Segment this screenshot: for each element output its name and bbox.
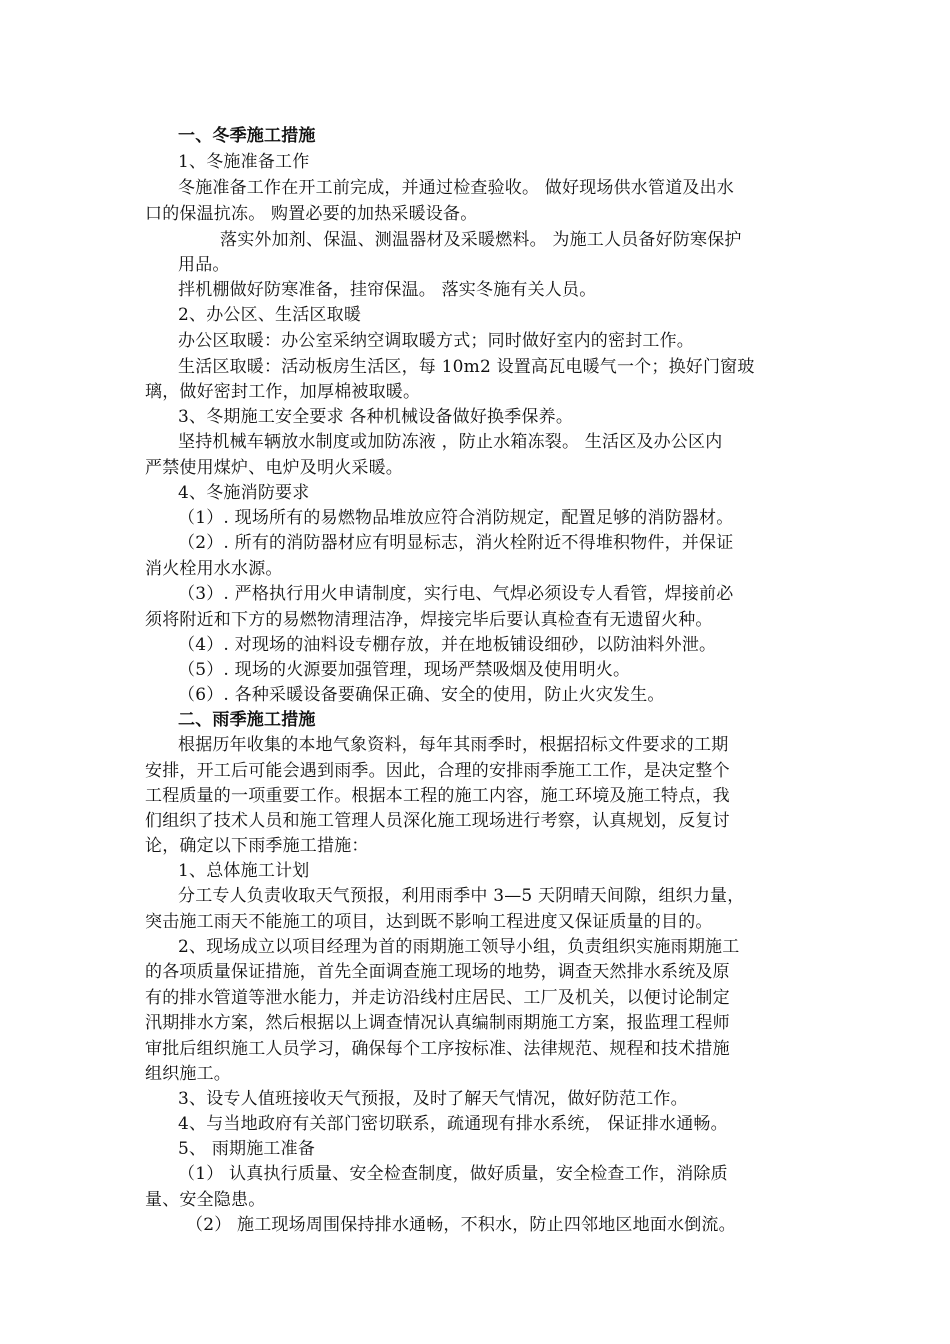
- paragraph-line: 口的保温抗冻。 购置必要的加热采暖设备。: [145, 204, 478, 224]
- paragraph-line: 2、现场成立以项目经理为首的雨期施工领导小组，负责组织实施雨期施工: [178, 937, 740, 957]
- list-item: （6）. 各种采暖设备要确保正确、安全的使用，防止火灾发生。: [178, 685, 665, 705]
- list-item: （4）. 对现场的油料设专棚存放，并在地板铺设细砂，以防油料外泄。: [178, 635, 717, 655]
- paragraph-line: 根据历年收集的本地气象资料，每年其雨季时，根据招标文件要求的工期: [178, 735, 729, 755]
- paragraph-line: 生活区取暖：活动板房生活区，每 10m2 设置高瓦电暖气一个；换好门窗玻: [178, 357, 755, 377]
- paragraph-line: 严禁使用煤炉、电炉及明火采暖。: [145, 458, 403, 478]
- list-item-continuation: 消火栓用水水源。: [145, 559, 283, 579]
- paragraph-line: 有的排水管道等泄水能力，并走访沿线村庄居民、工厂及机关，以便讨论制定: [145, 988, 730, 1008]
- paragraph-line: 组织施工。: [145, 1064, 231, 1084]
- paragraph-line: 们组织了技术人员和施工管理人员深化施工现场进行考察，认真规划，反复讨: [145, 811, 730, 831]
- list-item: （2） 施工现场周围保持排水通畅，不积水，防止四邻地区地面水倒流。: [186, 1215, 736, 1235]
- list-item: （2）. 所有的消防器材应有明显标志，消火栓附近不得堆积物件，并保证: [178, 533, 734, 553]
- paragraph-line: 坚持机械车辆放水制度或加防冻液 ，防止水箱冻裂。 生活区及办公区内: [178, 432, 723, 452]
- paragraph-line: 汛期排水方案，然后根据以上调查情况认真编制雨期施工方案，报监理工程师: [145, 1013, 730, 1033]
- list-item: （1） 认真执行质量、安全检查制度，做好质量，安全检查工作，消除质: [178, 1164, 728, 1184]
- section-heading-winter: 一、冬季施工措施: [178, 126, 316, 146]
- list-item: （1）. 现场所有的易燃物品堆放应符合消防规定，配置足够的消防器材。: [178, 508, 734, 528]
- subheading-winter-prep: 1、冬施准备工作: [178, 152, 310, 172]
- list-item: （3）. 严格执行用火申请制度，实行电、气焊必须设专人看管，焊接前必: [178, 584, 734, 604]
- paragraph-line: 璃，做好密封工作，加厚棉被取暖。: [145, 382, 421, 402]
- paragraph-line: 安排，开工后可能会遇到雨季。因此，合理的安排雨季施工工作，是决定整个: [145, 761, 730, 781]
- paragraph-line: 突击施工雨天不能施工的项目，达到既不影响工程进度又保证质量的目的。: [145, 912, 713, 932]
- subheading-fire: 4、冬施消防要求: [178, 483, 310, 503]
- list-item-continuation: 量、安全隐患。: [145, 1190, 266, 1210]
- list-item-continuation: 须将附近和下方的易燃物清理洁净，焊接完毕后要认真检查有无遗留火种。: [145, 610, 713, 630]
- paragraph-line: 论，确定以下雨季施工措施：: [145, 836, 369, 856]
- paragraph-line: 的各项质量保证措施，首先全面调查施工现场的地势，调查天然排水系统及原: [145, 962, 730, 982]
- paragraph-line: 用品。: [178, 255, 230, 275]
- subheading-heating: 2、办公区、生活区取暖: [178, 305, 362, 325]
- paragraph-line: 办公区取暖：办公室采纳空调取暖方式；同时做好室内的密封工作。: [178, 331, 694, 351]
- paragraph-line: 拌机棚做好防寒准备，挂帘保温。 落实冬施有关人员。: [178, 280, 597, 300]
- paragraph-line: 工程质量的一项重要工作。根据本工程的施工内容，施工环境及施工特点，我: [145, 786, 730, 806]
- paragraph-line: 冬施准备工作在开工前完成，并通过检查验收。 做好现场供水管道及出水: [178, 178, 735, 198]
- paragraph-line: 分工专人负责收取天气预报，利用雨季中 3—5 天阴晴天间隙，组织力量，: [178, 886, 745, 906]
- paragraph-line: 4、与当地政府有关部门密切联系，疏通现有排水系统， 保证排水通畅。: [178, 1114, 728, 1134]
- list-item: （5）. 现场的火源要加强管理，现场严禁吸烟及使用明火。: [178, 660, 631, 680]
- subheading-rain-prep: 5、 雨期施工准备: [178, 1139, 316, 1159]
- paragraph-line: 审批后组织施工人员学习，确保每个工序按标准、法律规范、规程和技术措施: [145, 1039, 730, 1059]
- section-heading-rainy: 二、雨季施工措施: [178, 710, 316, 730]
- paragraph-line: 落实外加剂、保温、测温器材及采暖燃料。 为施工人员备好防寒保护: [220, 230, 742, 250]
- subheading-plan: 1、总体施工计划: [178, 861, 310, 881]
- paragraph-line: 3、设专人值班接收天气预报，及时了解天气情况，做好防范工作。: [178, 1089, 688, 1109]
- subheading-safety: 3、冬期施工安全要求 各种机械设备做好换季保养。: [178, 407, 574, 427]
